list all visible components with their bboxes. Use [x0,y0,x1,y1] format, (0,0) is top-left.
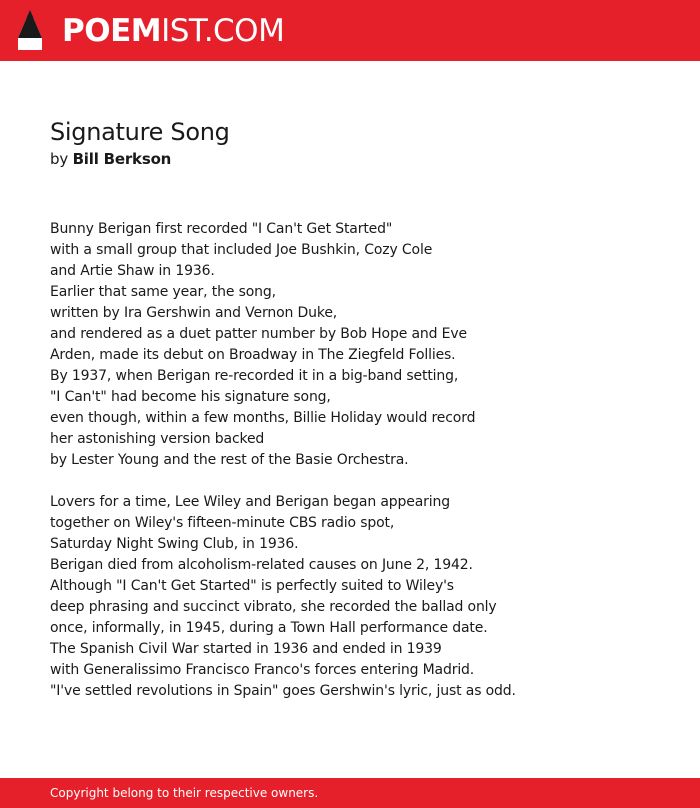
poem-line: even though, within a few months, Billie Holiday would record [50,410,476,426]
logo-text-rest: IST.COM [161,13,285,49]
poem-line: Berigan died from alcoholism-related causes on June 2, 1942. [50,557,473,573]
poem-title: Signature Song [50,118,230,146]
by-label: by [50,150,68,168]
poem-line: By 1937, when Berigan re-recorded it in a big-band setting, [50,368,459,384]
poem-line: Earlier that same year, the song, [50,284,276,300]
poem-line: and rendered as a duet patter number by Bob Hope and Eve [50,326,467,342]
stanza [50,219,670,471]
site-logo[interactable] [62,9,284,53]
poem-line: Bunny Berigan first recorded "I Can't Get Started" [50,221,393,237]
poem-line: written by Ira Gershwin and Vernon Duke, [50,305,338,321]
stanza [50,492,670,702]
poem-line: and Artie Shaw in 1936. [50,263,215,279]
poem-line: with a small group that included Joe Bushkin, Cozy Cole [50,242,433,258]
byline [50,148,171,170]
author-name[interactable]: Bill Berkson [72,150,172,168]
poem-line: "I Can't" had become his signature song, [50,389,331,405]
poem-line: by Lester Young and the rest of the Basie Orchestra. [50,452,409,468]
pencil-icon[interactable] [18,10,42,50]
poem-line: her astonishing version backed [50,431,265,447]
poem-line: together on Wiley's fifteen-minute CBS radio spot, [50,515,395,531]
copyright-text: Copyright belong to their respective owners. [50,786,319,800]
poem-line: Lovers for a time, Lee Wiley and Berigan began appearing [50,494,450,510]
site-header [0,0,700,61]
site-footer [0,778,700,808]
poem-line: Although "I Can't Get Started" is perfectly suited to Wiley's [50,578,454,594]
poem-line: "I've settled revolutions in Spain" goes Gershwin's lyric, just as odd. [50,683,516,699]
poem-line: Saturday Night Swing Club, in 1936. [50,536,299,552]
poem-line: The Spanish Civil War started in 1936 and ended in 1939 [50,641,442,657]
poem-line: once, informally, in 1945, during a Town Hall performance date. [50,620,488,636]
poem-line: Arden, made its debut on Broadway in The Ziegfeld Follies. [50,347,456,363]
logo-text-bold: POEM [62,13,162,49]
poem-body [50,219,670,723]
poem-line: deep phrasing and succinct vibrato, she recorded the ballad only [50,599,497,615]
poem-line: with Generalissimo Francisco Franco's forces entering Madrid. [50,662,475,678]
